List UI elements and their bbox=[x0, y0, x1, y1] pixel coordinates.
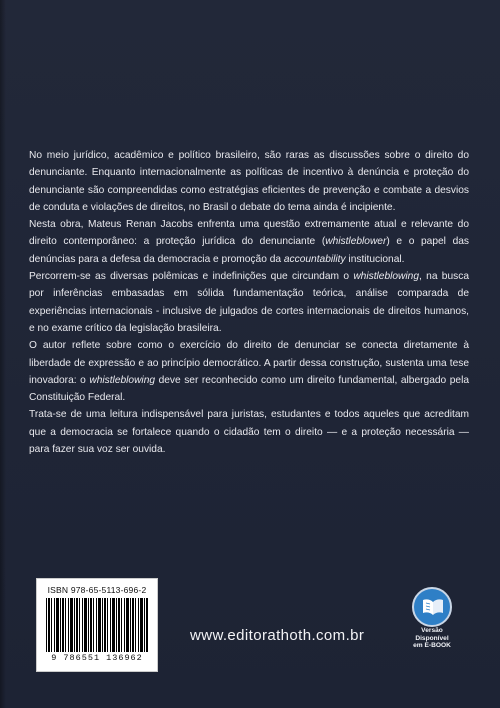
blurb-emphasis: whistleblower bbox=[325, 236, 387, 248]
blurb-paragraph-3 bbox=[29, 268, 469, 337]
blurb-text: Percorrem-se as diversas polêmicas e indefinições que circundam o bbox=[29, 271, 354, 283]
badge-line: em E-BOOK bbox=[413, 642, 451, 650]
isbn-barcode bbox=[36, 578, 158, 672]
barcode-digits: 9 786551 136962 bbox=[51, 653, 143, 663]
back-cover-blurb bbox=[29, 147, 469, 458]
blurb-text: institucional. bbox=[345, 253, 405, 265]
badge-line: Disponível bbox=[415, 634, 449, 642]
publisher-website: www.editorathoth.com.br bbox=[190, 627, 365, 644]
blurb-text: O autor reflete sobre como o exercício do direito de denunciar se conecta diretamente à liberdade de expressão e ao princípio democrático. A partir dessa construção, sustenta uma tese inovadora: o bbox=[29, 340, 469, 386]
blurb-paragraph-2 bbox=[29, 216, 469, 268]
ebook-badge-label bbox=[407, 627, 457, 650]
isbn-number: ISBN 978-65-5113-696-2 bbox=[47, 585, 147, 595]
blurb-text: ) e o papel das denúncias para a defesa da democracia e promoção da bbox=[29, 236, 469, 265]
open-book-icon bbox=[422, 598, 444, 616]
barcode-bars bbox=[46, 598, 148, 652]
blurb-text: deve ser reconhecido como um direito fundamental, albergado pela Constituição Federal. bbox=[29, 374, 469, 404]
blurb-text: Nesta obra, Mateus Renan Jacobs enfrenta uma questão extremamente atual e relevante do direito contemporâneo: a proteção jurídica do denunciante ( bbox=[29, 219, 469, 248]
ebook-circle bbox=[412, 587, 452, 627]
badge-line: Versão bbox=[421, 627, 443, 634]
blurb-emphasis: whistleblowing bbox=[89, 374, 156, 386]
blurb-emphasis: whistleblowing bbox=[353, 271, 419, 283]
blurb-paragraph-1: No meio jurídico, acadêmico e político brasileiro, são raras as discussões sobre o direito do denunciante. Enquanto internacionalmente as políticas de incentivo à denúncia e proteção do denunciante são compreendidas como estratégias eficientes de prevenção e combate a desvios de conduta e violações de direitos, no Brasil o debate do tema ainda é incipiente. bbox=[29, 150, 469, 213]
blurb-paragraph-4 bbox=[29, 337, 469, 406]
blurb-paragraph-5: Trata-se de uma leitura indispensável para juristas, estudantes e todos aqueles que acreditam que a democracia se fortalece quando o cidadão tem o direito — e a proteção necessária — para fazer sua voz ser ouvida. bbox=[29, 409, 469, 456]
ebook-badge bbox=[407, 587, 457, 667]
blurb-emphasis: accountability bbox=[283, 253, 346, 265]
blurb-text: , na busca por inferências embasadas em sólida fundamentação teórica, análise comparada de experiências internacionais - inclusive de julgados de cortes internacionais de direitos humanos, e no exame crítico da legislação brasileira. bbox=[29, 271, 469, 334]
spine-shadow bbox=[0, 0, 6, 708]
